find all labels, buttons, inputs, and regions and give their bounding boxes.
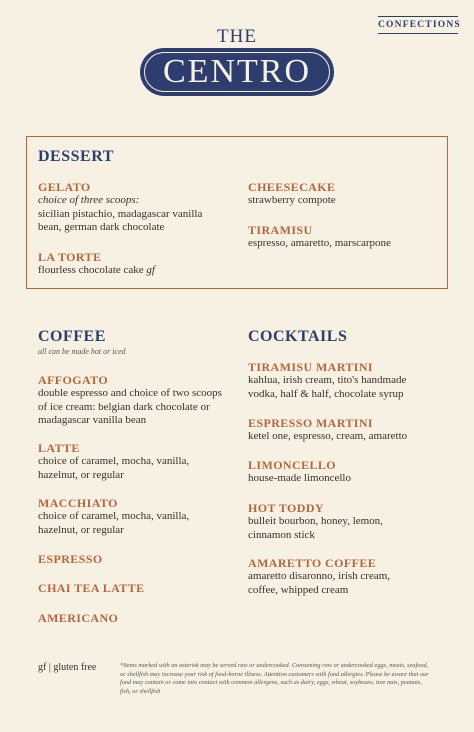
item-desc: cinnamon stick	[248, 528, 315, 541]
item-name: LATTE	[38, 441, 80, 455]
allergen-disclaimer: *Items marked with an asterisk may be served raw or undercooked. Consuming raw or undercooked eggs, meats, seafood, or shellfish may increase your risk of food-borne illness. Attention customers with food allergies. Please be aware that our food may contain or come into contact with common allergens, such as dairy, eggs, wheat, soybeans, tree nuts, peanuts, fish, or shellfish	[120, 662, 429, 695]
menu-item-tiramisu	[248, 223, 438, 251]
item-name: AMARETTO COFFEE	[248, 556, 377, 570]
menu-item-limoncello	[248, 458, 448, 486]
item-name: LA TORTE	[38, 250, 102, 264]
item-name: AMERICANO	[38, 611, 119, 625]
item-name: MACCHIATO	[38, 496, 118, 510]
item-desc: hazelnut, or regular	[38, 468, 124, 481]
item-desc: espresso, amaretto, marscarpone	[248, 237, 391, 249]
menu-item-espresso	[38, 552, 103, 566]
gluten-free-legend: gf | gluten free	[38, 662, 97, 673]
cocktails-title: COCKTAILS	[248, 328, 348, 345]
menu-item-tiramisu-martini	[248, 360, 448, 401]
menu-item-la-torte	[38, 250, 238, 278]
item-name: HOT TODDY	[248, 501, 324, 515]
coffee-title: COFFEE	[38, 328, 106, 345]
menu-item-americano	[38, 611, 118, 625]
item-name: CHEESECAKE	[248, 180, 336, 194]
item-desc: of ice cream: belgian dark chocolate or	[38, 400, 210, 413]
item-name: LIMONCELLO	[248, 458, 337, 472]
menu-item-hot-toddy	[248, 501, 448, 542]
coffee-note: all can be made hot or iced	[38, 347, 126, 356]
item-desc: coffee, whipped cream	[248, 583, 349, 596]
item-desc: bulleit bourbon, honey, lemon,	[248, 515, 383, 527]
menu-item-cheesecake	[248, 180, 438, 208]
item-desc: choice of caramel, mocha, vanilla,	[38, 455, 190, 467]
item-desc	[38, 264, 238, 278]
menu-item-amaretto-coffee	[248, 556, 448, 597]
item-desc: house-made limoncello	[248, 472, 351, 484]
item-desc-text: flourless chocolate cake	[38, 264, 144, 276]
item-desc: bean, german dark chocolate	[38, 221, 165, 233]
menu-item-chai-tea-latte	[38, 581, 145, 595]
item-desc: hazelnut, or regular	[38, 523, 124, 536]
item-name: AFFOGATO	[38, 373, 109, 387]
logo-the: THE	[217, 26, 257, 47]
menu-item-macchiato	[38, 496, 243, 537]
item-name: TIRAMISU	[248, 223, 313, 237]
menu-item-gelato	[38, 180, 238, 235]
item-desc: choice of caramel, mocha, vanilla,	[38, 510, 190, 522]
item-desc: strawberry compote	[248, 194, 336, 206]
item-desc: double espresso and choice of two scoops	[38, 387, 222, 399]
logo-badge	[140, 48, 334, 96]
gf-mark: gf	[146, 264, 155, 276]
section-tag: CONFECTIONS	[378, 16, 458, 34]
item-desc: sicilian pistachio, madagascar vanilla	[38, 207, 203, 220]
item-desc: madagascar vanilla bean	[38, 414, 147, 426]
item-desc: kahlua, irish cream, tito's handmade	[248, 374, 407, 386]
item-desc: vodka, half & half, chocolate syrup	[248, 387, 404, 400]
menu-item-espresso-martini	[248, 416, 448, 444]
item-name: GELATO	[38, 180, 91, 194]
item-name: CHAI TEA LATTE	[38, 581, 145, 595]
item-desc: ketel one, espresso, cream, amaretto	[248, 430, 408, 442]
item-name: TIRAMISU MARTINI	[248, 360, 373, 374]
item-note: choice of three scoops:	[38, 194, 140, 206]
item-name: ESPRESSO	[38, 552, 103, 566]
menu-item-affogato	[38, 373, 243, 428]
item-desc: amaretto disaronno, irish cream,	[248, 570, 391, 582]
item-name: ESPRESSO MARTINI	[248, 416, 374, 430]
menu-item-latte	[38, 441, 243, 482]
dessert-title: DESSERT	[38, 148, 114, 165]
logo-name: CENTRO	[144, 52, 330, 92]
